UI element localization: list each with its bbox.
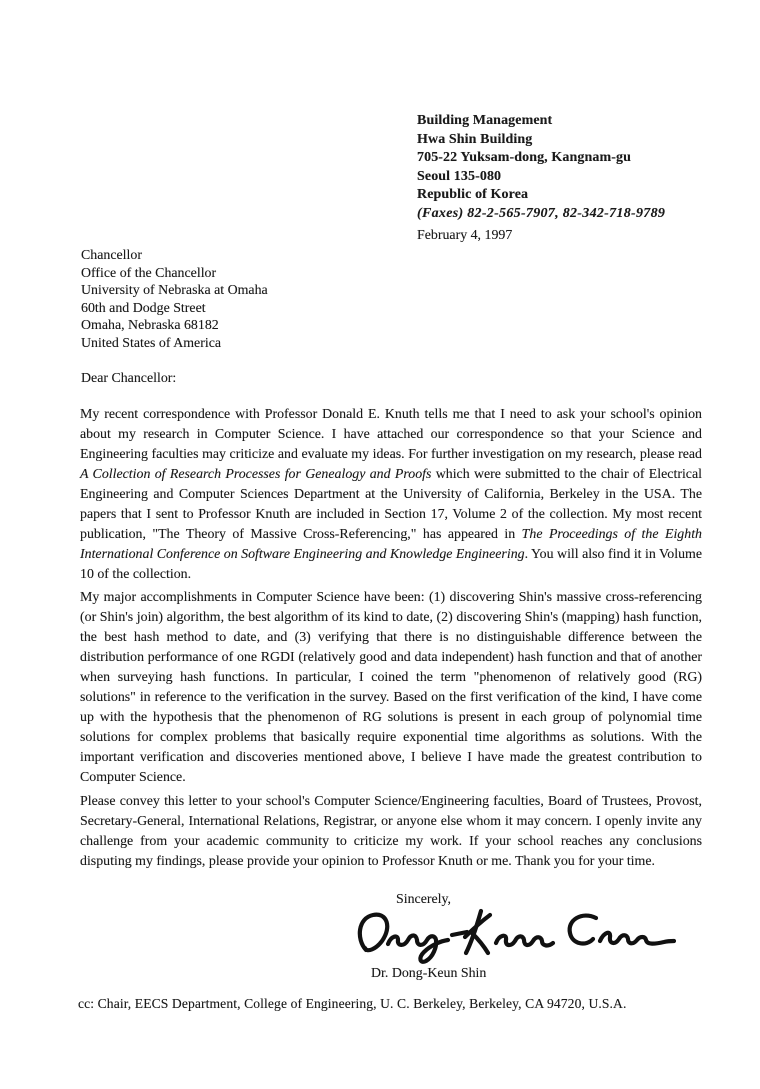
sender-fax-line: (Faxes) 82-2-565-7907, 82-342-718-9789 <box>417 205 666 221</box>
italic-title-text: The Proceedings of the Eighth International Conference on Software Engineering and Knowledge Engineering <box>80 527 702 562</box>
sender-line: Hwa Shin Building <box>417 131 533 147</box>
body-text: My recent correspondence with Professor Donald E. Knuth tells me that I need to ask your school's opinion about my research in Computer Science. I have attached our correspondence so that your Science and Engineering faculties may criticize and evaluate my ideas. For further investigation on my research, please read <box>80 407 702 462</box>
typed-signature-name: Dr. Dong-Keun Shin <box>371 966 487 981</box>
sender-line: Republic of Korea <box>417 187 529 203</box>
recipient-address-block <box>81 247 268 353</box>
recipient-line: Office of the Chancellor <box>81 265 217 281</box>
recipient-line: United States of America <box>81 335 222 351</box>
handwritten-signature <box>346 902 676 968</box>
letter-date: February 4, 1997 <box>417 228 513 243</box>
sender-line: Seoul 135-080 <box>417 168 502 184</box>
body-text: Please convey this letter to your school's Computer Science/Engineering faculties, Board of Trustees, Provost, Secretary-General, International Relations, Registrar, or anyone else whom it may concern. I openly invite any challenge from your academic community to criticize my work. If your school reaches any conclusions disputing my findings, please provide your opinion to Professor Knuth or me. Thank you for your time. <box>80 794 702 869</box>
recipient-line: 60th and Dodge Street <box>81 300 206 316</box>
italic-title-text: A Collection of Research Processes for Genealogy and Proofs <box>80 467 432 482</box>
sender-address-block <box>417 112 665 224</box>
closing-sincerely: Sincerely, <box>396 892 452 907</box>
body-paragraph-3 <box>80 792 702 872</box>
body-text: My major accomplishments in Computer Science have been: (1) discovering Shin's massive cross-referencing (or Shin's join) algorithm, the best algorithm of its kind to date, (2) discovering Shin's (mapping) hash function, the best hash method to date, and (3) verifying that there is no distinguishable difference between the distribution performance of one RGDI (relatively good and data independent) hash function and that of another when surveying hash functions. In particular, I coined the term "phenomenon of relatively good (RG) solutions" in reference to the verification in the survey. Based on the first verification of the kind, I have come up with the hypothesis that the phenomenon of RG solutions is present in each group of polynomial time solutions for complex problems that basically require exponential time algorithms as solutions. With the important verification and discoveries mentioned above, I believe I have made the greatest contribution to Computer Science. <box>80 590 702 785</box>
recipient-line: Omaha, Nebraska 68182 <box>81 318 219 334</box>
cc-line: cc: Chair, EECS Department, College of Engineering, U. C. Berkeley, Berkeley, CA 94720, U.S.A. <box>78 996 627 1011</box>
signature-strokes <box>346 902 676 968</box>
salutation: Dear Chancellor: <box>81 371 177 386</box>
recipient-line: University of Nebraska at Omaha <box>81 283 268 299</box>
body-paragraph-2 <box>80 588 702 788</box>
body-text: . You will also find it in Volume 10 of the collection. <box>80 547 703 582</box>
sender-line: Building Management <box>417 113 553 128</box>
body-paragraph-1 <box>80 405 702 585</box>
body-text: which were submitted to the chair of Electrical Engineering and Computer Sciences Department at the University of California, Berkeley in the USA. The papers that I sent to Professor Knuth are included in Section 17, Volume 2 of the collection. My most recent publication, "The Theory of Massive Cross-Referencing," has appeared in <box>80 467 702 542</box>
sender-line: 705-22 Yuksam-dong, Kangnam-gu <box>417 150 631 166</box>
recipient-line: Chancellor <box>81 248 142 263</box>
